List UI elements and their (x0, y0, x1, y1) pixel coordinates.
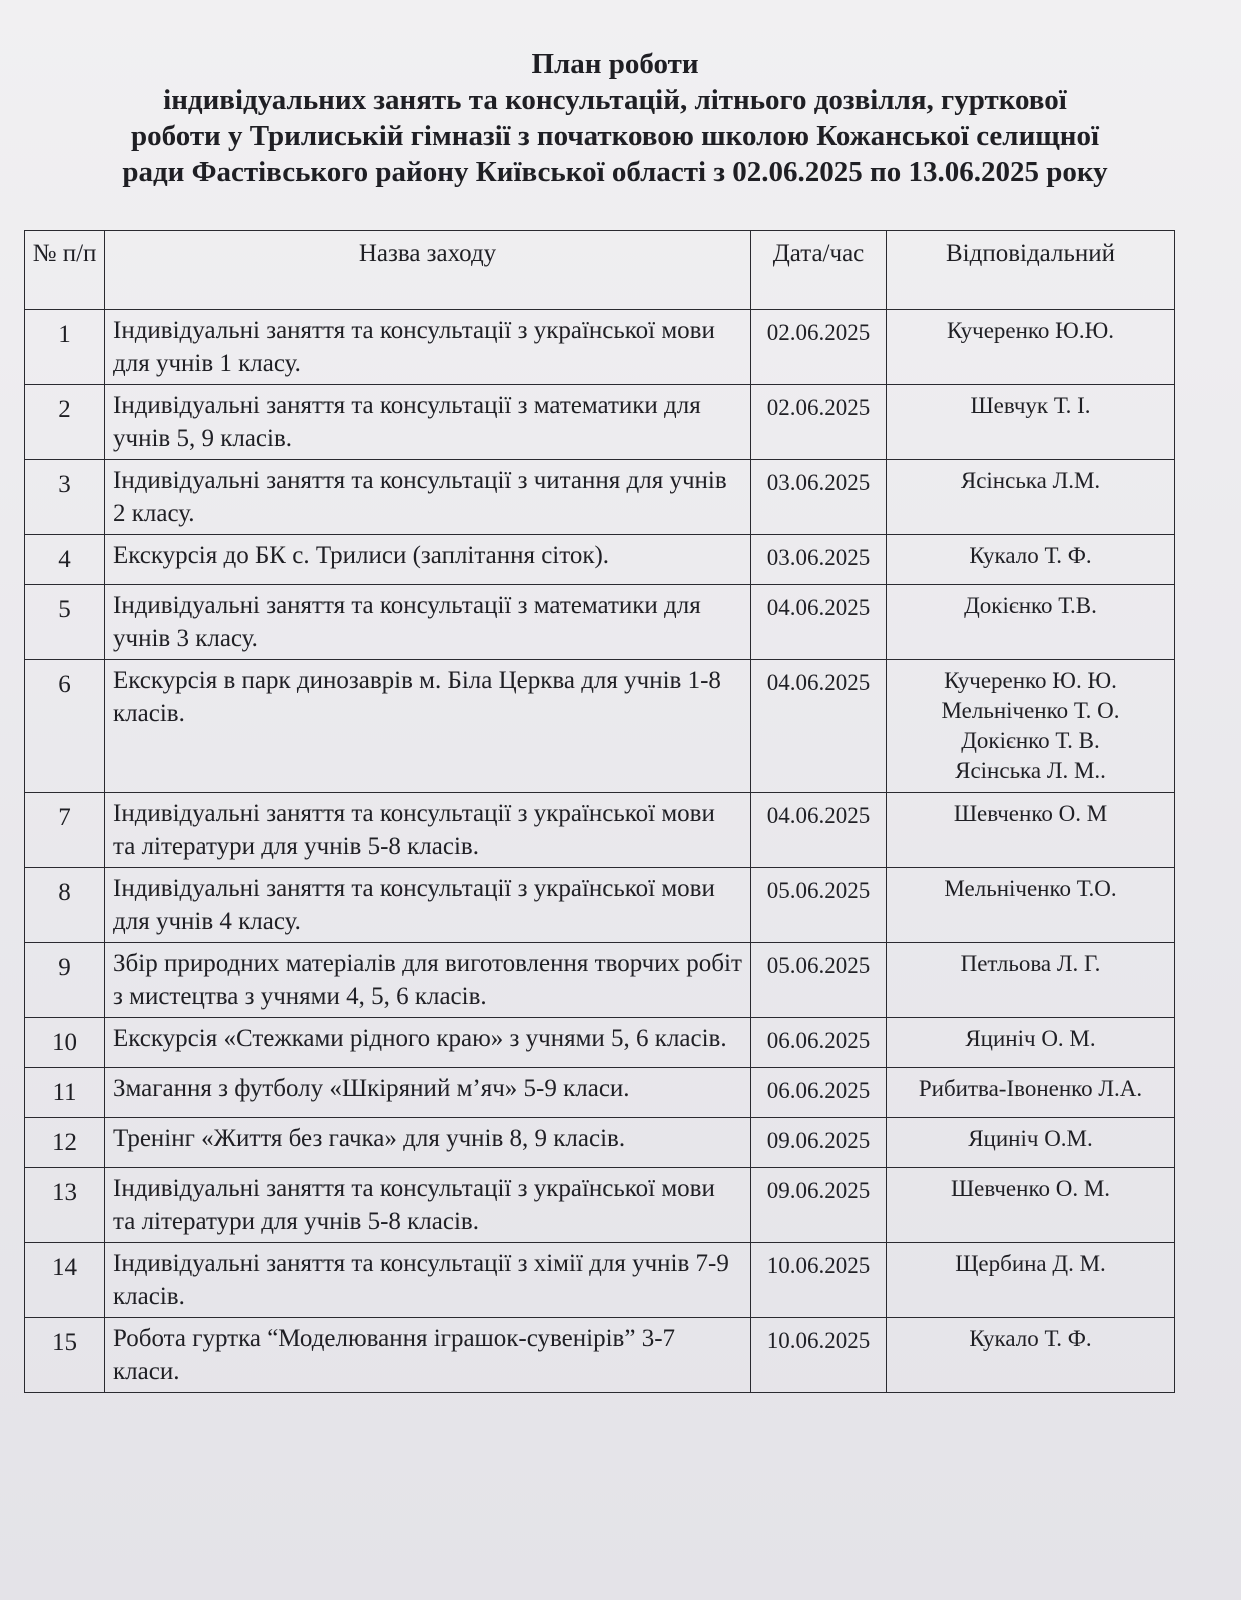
responsible-cell (887, 1018, 1175, 1068)
event-date: 04.06.2025 (751, 585, 887, 660)
responsible-cell (887, 1318, 1175, 1393)
row-number: 3 (25, 460, 105, 535)
table-row (25, 385, 1175, 460)
document-title (60, 46, 1170, 190)
event-name: Екскурсія «Стежками рідного краю» з учнями 5, 6 класів. (105, 1018, 751, 1068)
responsible-person: Кучеренко Ю.Ю. (947, 318, 1114, 343)
responsible-person: Петльова Л. Г. (960, 951, 1101, 976)
responsible-cell (887, 460, 1175, 535)
event-date: 02.06.2025 (751, 310, 887, 385)
row-number: 12 (25, 1118, 105, 1168)
responsible-person: Докієнко Т.В. (964, 593, 1097, 618)
responsible-person: Рибитва-Івоненко Л.А. (918, 1076, 1143, 1101)
table-row (25, 1318, 1175, 1393)
responsible-person: Докієнко Т. В. (961, 728, 1100, 753)
row-number: 13 (25, 1168, 105, 1243)
row-number: 8 (25, 868, 105, 943)
responsible-person: Мельніченко Т.О. (944, 876, 1117, 901)
responsible-person: Яциніч О.М. (968, 1126, 1093, 1151)
row-number: 7 (25, 793, 105, 868)
event-name: Індивідуальні заняття та консультації з хімії для учнів 7-9 класів. (105, 1243, 751, 1318)
event-date: 10.06.2025 (751, 1243, 887, 1318)
title-line-1: План роботи (531, 48, 699, 80)
table-header-row (25, 231, 1175, 310)
event-name: Індивідуальні заняття та консультації з української мови для учнів 4 класу. (105, 868, 751, 943)
row-number: 4 (25, 535, 105, 585)
responsible-person: Кукало Т. Ф. (969, 543, 1092, 568)
table-row (25, 868, 1175, 943)
table-row (25, 1168, 1175, 1243)
responsible-person: Шевченко О. М. (950, 1176, 1111, 1201)
event-date: 02.06.2025 (751, 385, 887, 460)
title-line-3: роботи у Трилиській гімназії з початковою школою Кожанської селищної (130, 120, 1100, 152)
responsible-person: Ясінська Л. М.. (955, 758, 1106, 783)
event-date: 10.06.2025 (751, 1318, 887, 1393)
table-row (25, 1068, 1175, 1118)
event-date: 09.06.2025 (751, 1118, 887, 1168)
event-date: 06.06.2025 (751, 1068, 887, 1118)
responsible-person: Кукало Т. Ф. (969, 1326, 1092, 1351)
table-row (25, 943, 1175, 1018)
responsible-cell (887, 310, 1175, 385)
responsible-cell (887, 660, 1175, 793)
event-name: Екскурсія до БК с. Трилиси (заплітання сіток). (105, 535, 751, 585)
responsible-person: Ясінська Л.М. (960, 468, 1101, 493)
event-date: 05.06.2025 (751, 943, 887, 1018)
event-name: Індивідуальні заняття та консультації з читання для учнів 2 класу. (105, 460, 751, 535)
responsible-person: Щербина Д. М. (955, 1251, 1106, 1276)
event-date: 09.06.2025 (751, 1168, 887, 1243)
row-number: 2 (25, 385, 105, 460)
responsible-cell (887, 943, 1175, 1018)
responsible-person: Яциніч О. М. (965, 1026, 1096, 1051)
responsible-cell (887, 1243, 1175, 1318)
responsible-cell (887, 535, 1175, 585)
table-row (25, 535, 1175, 585)
event-date: 03.06.2025 (751, 535, 887, 585)
event-date: 03.06.2025 (751, 460, 887, 535)
responsible-cell (887, 1068, 1175, 1118)
row-number: 9 (25, 943, 105, 1018)
event-name: Індивідуальні заняття та консультації з української мови для учнів 1 класу. (105, 310, 751, 385)
table-row (25, 660, 1175, 793)
event-date: 04.06.2025 (751, 660, 887, 793)
responsible-cell (887, 1118, 1175, 1168)
event-name: Тренінг «Життя без гачка» для учнів 8, 9 класів. (105, 1118, 751, 1168)
event-name: Екскурсія в парк динозаврів м. Біла Церква для учнів 1-8 класів. (105, 660, 751, 793)
responsible-cell (887, 1168, 1175, 1243)
event-name: Змагання з футболу «Шкіряний м’яч» 5-9 класи. (105, 1068, 751, 1118)
responsible-person: Шевченко О. М (953, 801, 1108, 826)
event-name: Робота гуртка “Моделювання іграшок-сувенірів” 3-7 класи. (105, 1318, 751, 1393)
responsible-cell (887, 868, 1175, 943)
header-date: Дата/час (751, 231, 887, 310)
event-name: Збір природних матеріалів для виготовлення творчих робіт з мистецтва з учнями 4, 5, 6 класів. (105, 943, 751, 1018)
responsible-person: Кучеренко Ю. Ю. (944, 668, 1117, 693)
event-date: 06.06.2025 (751, 1018, 887, 1068)
event-date: 04.06.2025 (751, 793, 887, 868)
row-number: 1 (25, 310, 105, 385)
title-line-4: ради Фастівського району Київської області з 02.06.2025 по 13.06.2025 року (122, 156, 1108, 188)
event-name: Індивідуальні заняття та консультації з математики для учнів 5, 9 класів. (105, 385, 751, 460)
responsible-cell (887, 585, 1175, 660)
event-name: Індивідуальні заняття та консультації з математики для учнів 3 класу. (105, 585, 751, 660)
table-row (25, 1018, 1175, 1068)
table-row (25, 1243, 1175, 1318)
responsible-person: Мельніченко Т. О. (941, 698, 1120, 723)
header-number: № п/п (25, 231, 105, 310)
table-body (25, 310, 1175, 1393)
table-row (25, 310, 1175, 385)
event-date: 05.06.2025 (751, 868, 887, 943)
table-row (25, 585, 1175, 660)
header-responsible: Відповідальний (887, 231, 1175, 310)
header-event-name: Назва заходу (105, 231, 751, 310)
row-number: 14 (25, 1243, 105, 1318)
table-row (25, 793, 1175, 868)
table-row (25, 1118, 1175, 1168)
responsible-person: Шевчук Т. І. (970, 393, 1091, 418)
responsible-cell (887, 385, 1175, 460)
event-name: Індивідуальні заняття та консультації з української мови та літератури для учнів 5-8 класів. (105, 1168, 751, 1243)
row-number: 10 (25, 1018, 105, 1068)
table-row (25, 460, 1175, 535)
responsible-cell (887, 793, 1175, 868)
event-name: Індивідуальні заняття та консультації з української мови та літератури для учнів 5-8 класів. (105, 793, 751, 868)
row-number: 5 (25, 585, 105, 660)
row-number: 15 (25, 1318, 105, 1393)
plan-table (24, 230, 1175, 1393)
title-line-2: індивідуальних занять та консультацій, літнього дозвілля, гурткової (163, 84, 1067, 116)
row-number: 11 (25, 1068, 105, 1118)
row-number: 6 (25, 660, 105, 793)
